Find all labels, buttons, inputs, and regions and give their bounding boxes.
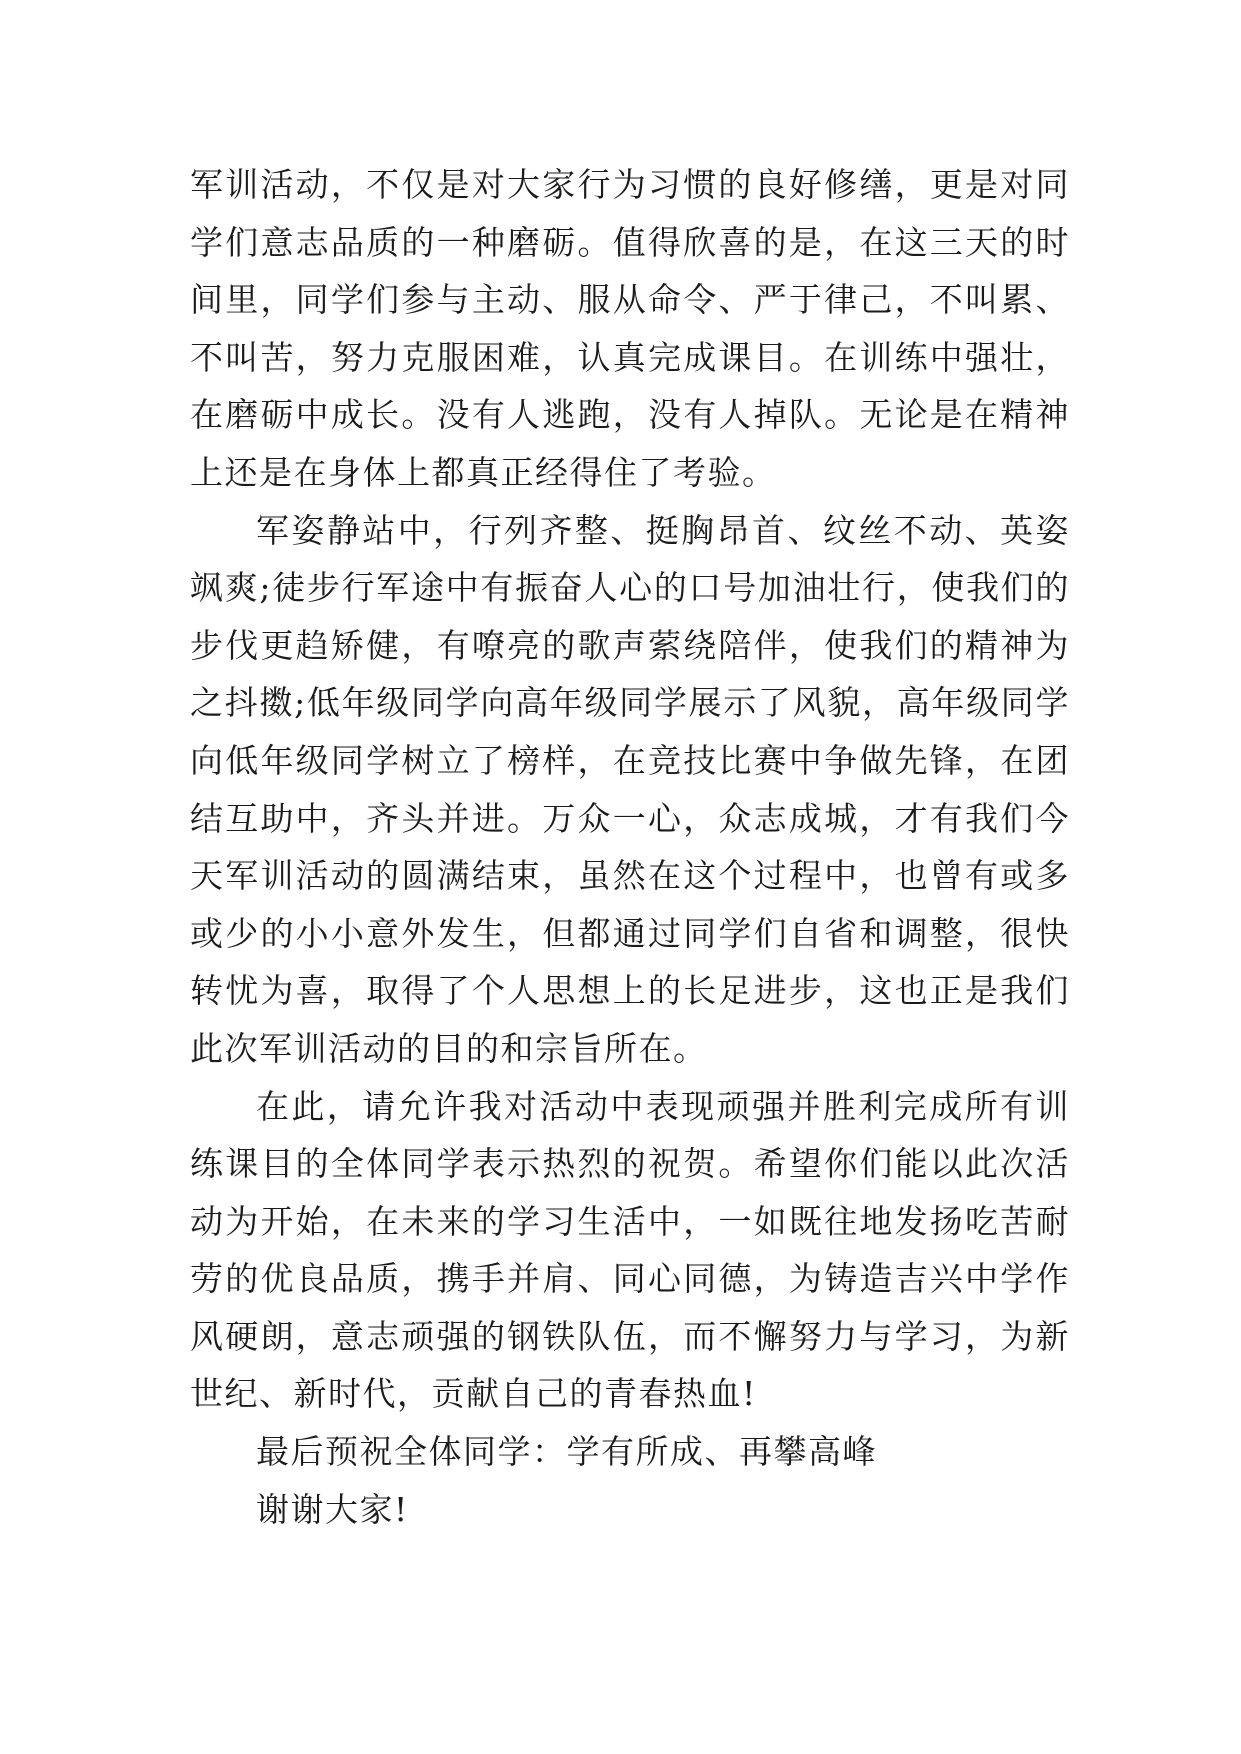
paragraph-best-wishes: 最后预祝全体同学：学有所成、再攀高峰 bbox=[256, 1432, 877, 1472]
paragraph-thanks: 谢谢大家! bbox=[256, 1489, 409, 1529]
paragraph-training-highlights: 军姿静站中，行列齐整、挺胸昂首、纹丝不动、英姿飒爽;徒步行军途中有振奋人心的口号加油壮行，使我们的步伐更趋矫健，有嘹亮的歌声萦绕陪伴，使我们的精神为之抖擞;低年级同学向高年级同学展示了风貌，高年级同学向低年级同学树立了榜样，在竞技比赛中争做先锋，在团结互助中，齐头并进。万众一心，众志成城，才有我们今天军训活动的圆满结束，虽然在这个过程中，也曾有或多或少的小小意外发生，但都通过同学们自省和调整，很快转忧为喜，取得了个人思想上的长足进步，这也正是我们此次军训活动的目的和宗旨所在。 bbox=[190, 510, 1070, 1068]
paragraph-congratulations: 在此，请允许我对活动中表现顽强并胜利完成所有训练课目的全体同学表示热烈的祝贺。希望你们能以此次活动为开始，在未来的学习生活中，一如既往地发扬吃苦耐劳的优良品质，携手并肩、同心同德，为铸造吉兴中学作风硬朗，意志顽强的钢铁队伍，而不懈努力与学习，为新世纪、新时代，贡献自己的青春热血! bbox=[190, 1086, 1070, 1414]
document-body bbox=[190, 156, 1070, 1538]
paragraph-military-training-significance: 军训活动，不仅是对大家行为习惯的良好修缮，更是对同学们意志品质的一种磨砺。值得欣喜的是，在这三天的时间里，同学们参与主动、服从命令、严于律己，不叫累、不叫苦，努力克服困难，认真完成课目。在训练中强壮，在磨砺中成长。没有人逃跑，没有人掉队。无论是在精神上还是在身体上都真正经得住了考验。 bbox=[190, 165, 1070, 492]
